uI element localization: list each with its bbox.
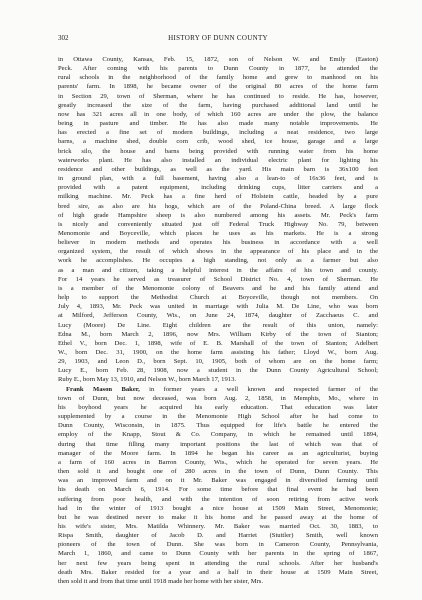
text-line: was an improved farm and on it Mr. Baker was engaged in diversified farming until [58, 477, 378, 485]
text-line: then sold it and bought one of 280 acres in the town of Dunn, Dunn County. This [58, 468, 378, 476]
text-line: 29, 1903, and Leon D., born Sept. 10, 1905, both of whom are on the home farm; [58, 358, 378, 366]
text-line: during that time filling many important positions the last of which was that of [58, 440, 378, 448]
text-line: but he was destined never to make it his home and he passed away at the home of [58, 513, 378, 521]
text-line: as a man and citizen, taking a helpful interest in the affairs of his town and county. [58, 266, 378, 274]
paragraph [58, 55, 378, 385]
text-line: then sold it and from that time until 1918 made her home with her sister, Mrs. [58, 577, 264, 585]
text-line: Lucy E., born Feb. 28, 1908, now a student in the Dunn County Agricultural School; [58, 367, 378, 375]
text-line: greatly increased the size of the farm, having purchased additional land until he [58, 101, 378, 109]
text-line: March 1, 1860, and came to Dunn County with her parents in the spring of 1867, [58, 550, 378, 558]
text-line: brick silo, the house and barns being provided with running water from his home [58, 147, 378, 155]
biography-subject-name: Frank Mason Baker, [66, 385, 140, 393]
text-line: Dunn County, Wisconsin, in 1875. Thus equipped for life's battle he entered the [58, 422, 378, 430]
text-line: milking machine. Mr. Peck has a fine herd of Holstein cattle, headed by a pure [58, 193, 378, 201]
text-line: of high grade Hampshire sheep is also numbered among his assets. Mr. Peck's farm [58, 211, 378, 219]
text-line: employ of the Knapp, Stout & Co. Company, in which he remained until 1894, [58, 431, 378, 439]
text-line: in ground plan, with a full basement, having also a lean-to of 16x36 feet, and is [58, 175, 378, 183]
text-line: Lucy (Moore) De Line. Eight children are the result of this union, namely: [58, 321, 378, 329]
text-line: now has 321 acres all in one body, of which 160 acres are under the plow, the balance [58, 110, 378, 118]
page-number: 302 [58, 34, 69, 42]
text-line: Rispa Smith, daughter of Jacob D. and Harriet (Stuttler) Smith, well known [58, 532, 378, 540]
paragraph [58, 385, 378, 585]
text-line: work he accomplishes. He occupies a high standing, not only as a farmer but also [58, 257, 378, 265]
running-head: HISTORY OF DUNN COUNTY [168, 34, 268, 42]
text-line: Edna M., born March 2, 1896, now Mrs. William Kirby of the town of Stanton; [58, 330, 378, 338]
text-line: barns, a machine shed, double corn crib, wood shed, ice house, garage and a large [58, 138, 378, 146]
text-line: manager of the Moore farm. In 1894 he began his career as an agriculturist, buying [58, 449, 378, 457]
text-line: is nicely and conveniently situated just off Federal Truck Highway No. 79, between [58, 220, 378, 228]
text-line: residence and other buildings, as well as the yard. His main barn is 36x100 feet [58, 165, 378, 173]
text-line: his wife's sister, Mrs. Matilda Whinnery. Mr. Baker was married Oct. 30, 1883, to [58, 522, 378, 530]
text-line: W., born Dec. 31, 1900, on the home farm assisting his father; Lloyd W., born Aug. [58, 349, 378, 356]
text-line: being in pasture and timber. He has also made many notable improvements. He [58, 120, 378, 128]
text-line: July 4, 1893, Mr. Peck was united in marriage with Julia M. De Line, who was born [58, 303, 378, 311]
text-line: Ruby E., born May 13, 1910, and Nelson W., born March 17, 1913. [58, 376, 237, 384]
text-line: pioneers of the town of Dunn. She was born in Cameron County, Pennsylvania, [58, 541, 378, 549]
text-line: Peck. After coming with his parents to Dunn County in 1877, he attended the [58, 65, 378, 73]
page-header [58, 33, 378, 44]
text-line: a farm of 160 acres in Barron County, Wis., which he operated for seven years. He [58, 458, 378, 466]
text-line: town of Dunn, but now deceased, was born Aug. 2, 1858, in Memphis, Mo., where in [58, 394, 378, 402]
text-line: help to support the Methodist Church at Boyceville, though not members. On [58, 294, 378, 302]
text-line: bred sire, as also are his hogs, which are of the Poland-China breed. A large flock [58, 202, 378, 210]
text-line: his boyhood years he acquired his early education. That education was later [58, 403, 378, 411]
text-line: Ethel V., born Dec. 1, 1898, wife of E. B. Marshall of the town of Stanton; Adelbert [58, 339, 378, 347]
text-line: had in the winter of 1913 bought a nice house at 1509 Main Street, Menomonie; [58, 504, 378, 512]
text-line: waterworks plant. He has also installed an individual electric plant for lighting his [58, 156, 378, 164]
text-line: organized system, the result of which shows in the appearance of his place and in the [58, 248, 378, 256]
text-line: death Mrs. Baker resided for a year and a half in their house at 1509 Main Street, [58, 568, 378, 576]
text-line: has erected a fine set of modern buildings, including a neat residence, two large [58, 129, 378, 137]
text-line: his death on March 6, 1914. For some time before that final event he had been [58, 486, 378, 494]
text-line: supplemented by a course in the Menomonie High School after he had come to [58, 413, 378, 421]
text-line: provided with a patent equipment, including drinking cups, litter carriers and a [58, 184, 378, 192]
text-line: in Section 29, town of Sherman, where he has continued to reside. He has, however, [58, 92, 378, 100]
text-line: her next few years being spent in attending the rural schools. After her husband's [58, 559, 378, 567]
body-text [58, 55, 378, 585]
text-line: believer in modern methods and operates his business in accordance with a well [58, 239, 378, 247]
text-line: in Ottawa County, Kansas, Feb. 15, 1872, son of Nelson W. and Emily (Easton) [58, 56, 378, 63]
text-line: suffering from poor health, and with the intention of soon retiring from active work [58, 495, 378, 503]
text-line: rural schools in the neighborhood of the family home and grew to manhood on his [58, 74, 378, 82]
text-line: Frank Mason Baker, in former years a well known and respected farmer of the [66, 385, 378, 393]
text-line: Menomonie and Boyceville, which places he uses as his markets. He is a strong [58, 229, 378, 237]
text-line: is a member of the Menomonie colony of Beavers and he and his family attend and [58, 284, 378, 292]
text-line: at Milford, Jefferson County, Wis., on June 24, 1874, daughter of Zacchaeus C. and [58, 312, 378, 320]
text-line: parents' farm. In 1898, he became owner of the original 80 acres of the home farm [58, 83, 378, 91]
text-line: For 14 years he served as treasurer of School District No. 4, town of Sherman. He [58, 275, 378, 283]
